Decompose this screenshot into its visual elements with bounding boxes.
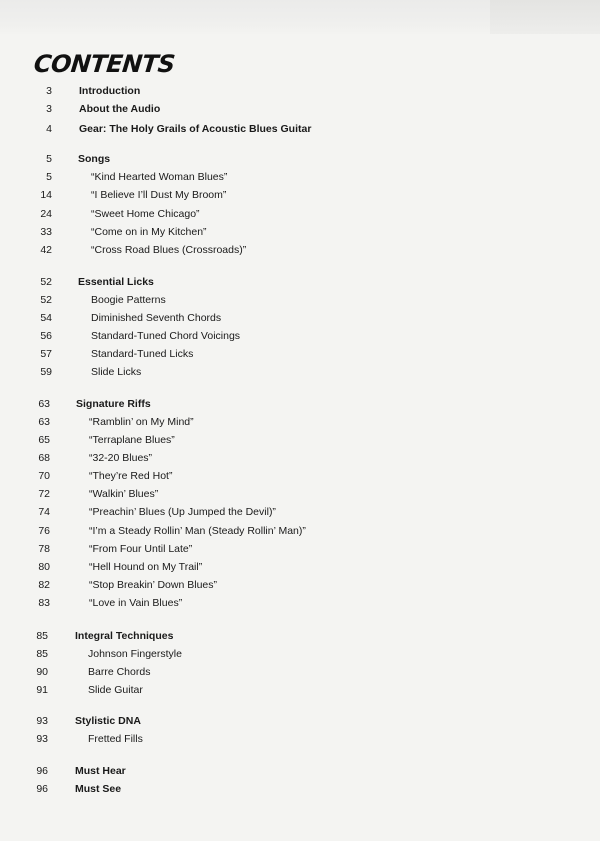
bleed-through-shade [490,0,600,34]
toc-subentry: Slide Guitar [88,684,143,696]
toc-entry [0,540,560,558]
toc-page-number: 4 [46,123,52,135]
toc-subentry: Boogie Patterns [91,294,166,306]
toc-entry [0,291,560,309]
toc-entry [0,345,560,363]
toc-section-heading: Stylistic DNA [75,715,141,727]
toc-subentry: “Love in Vain Blues” [89,597,183,609]
toc-subentry: Standard-Tuned Chord Voicings [91,330,241,342]
toc-page-number: 85 [36,648,48,660]
toc-entry [0,663,560,681]
toc-entry [0,730,560,748]
toc-entry [0,205,560,223]
toc-subentry: “From Four Until Late” [89,543,193,555]
toc-entry [0,168,560,186]
toc-page-number: 70 [38,470,50,482]
toc-entry [0,309,560,327]
toc-entry [0,780,560,798]
toc-entry [0,120,560,138]
toc-subentry: Slide Licks [91,366,142,378]
scan-top-strip [0,0,600,36]
toc-page-number: 63 [38,398,50,410]
toc-page-number: 24 [40,208,52,220]
toc-page-number: 3 [46,103,52,115]
toc-page-number: 42 [40,244,52,256]
toc-page-number: 85 [36,630,48,642]
toc-page-number: 3 [46,85,52,97]
toc-entry [0,186,560,204]
toc-subentry: “Sweet Home Chicago” [91,208,200,220]
toc-entry [0,467,560,485]
toc-entry [0,681,560,699]
page-title: CONTENTS [32,50,177,78]
toc-entry [0,712,560,730]
toc-page-number: 96 [36,783,48,795]
toc-section-heading: Must Hear [75,765,126,777]
toc-entry [0,576,560,594]
toc-entry [0,241,560,259]
toc-page-number: 63 [38,416,50,428]
toc-subentry: Standard-Tuned Licks [91,348,194,360]
toc-section-heading: Signature Riffs [76,398,151,410]
toc-entry [0,594,560,612]
toc-page-number: 52 [40,276,52,288]
toc-subentry: “They’re Red Hot” [89,470,173,482]
toc-subentry: Diminished Seventh Chords [91,312,222,324]
toc-entry [0,449,560,467]
toc-subentry: Fretted Fills [88,733,143,745]
toc-page-number: 57 [40,348,52,360]
toc-section-heading: Songs [78,153,111,165]
toc-subentry: Johnson Fingerstyle [88,648,182,660]
toc-subentry: “Cross Road Blues (Crossroads)” [91,244,247,256]
toc-page-number: 5 [46,171,52,183]
toc-page-number: 91 [36,684,48,696]
toc-section-heading: Must See [75,783,122,795]
toc-subentry: “Walkin’ Blues” [89,488,159,500]
toc-page-number: 93 [36,715,48,727]
toc-page-number: 96 [36,765,48,777]
toc-subentry: “I Believe I’ll Dust My Broom” [91,189,227,201]
toc-section-heading: Gear: The Holy Grails of Acoustic Blues Guitar [79,123,312,135]
toc-page-number: 78 [38,543,50,555]
toc-subentry: “Come on in My Kitchen” [91,226,207,238]
toc-section-heading: About the Audio [79,103,161,115]
toc-section-heading: Essential Licks [78,276,154,288]
toc-entry [0,82,560,100]
toc-section-heading: Introduction [79,85,141,97]
toc-page-number: 65 [38,434,50,446]
toc-page-number: 33 [40,226,52,238]
toc-entry [0,485,560,503]
toc-section-heading: Integral Techniques [75,630,174,642]
toc-entry [0,223,560,241]
toc-subentry: Barre Chords [88,666,151,678]
toc-page-number: 90 [36,666,48,678]
toc-page-number: 83 [38,597,50,609]
toc-entry [0,558,560,576]
toc-subentry: “Terraplane Blues” [89,434,175,446]
toc-subentry: “I’m a Steady Rollin’ Man (Steady Rollin’ Man)” [89,525,306,537]
toc-entry [0,503,560,521]
toc-page-number: 54 [40,312,52,324]
toc-entry [0,762,560,780]
toc-entry [0,522,560,540]
toc-subentry: “Preachin’ Blues (Up Jumped the Devil)” [89,506,276,518]
toc-page-number: 59 [40,366,52,378]
toc-entry [0,363,560,381]
toc-entry [0,627,560,645]
toc-entry [0,645,560,663]
toc-subentry: “Hell Hound on My Trail” [89,561,203,573]
toc-page-number: 72 [38,488,50,500]
toc-subentry: “Ramblin’ on My Mind” [89,416,194,428]
toc-entry [0,413,560,431]
toc-page-number: 93 [36,733,48,745]
toc-subentry: “32-20 Blues” [89,452,153,464]
toc-entry [0,327,560,345]
toc-page-number: 5 [46,153,52,165]
toc-entry [0,150,560,168]
toc-page-number: 14 [40,189,52,201]
toc-page-number: 52 [40,294,52,306]
toc-page-number: 56 [40,330,52,342]
toc-page-number: 82 [38,579,50,591]
toc-page-number: 68 [38,452,50,464]
toc-subentry: “Kind Hearted Woman Blues” [91,171,228,183]
toc-subentry: “Stop Breakin’ Down Blues” [89,579,217,591]
toc-entry [0,273,560,291]
toc-entry [0,100,560,118]
toc-page-number: 76 [38,525,50,537]
toc-entry [0,395,560,413]
toc-entry [0,431,560,449]
toc-page-number: 80 [38,561,50,573]
toc-page-number: 74 [38,506,50,518]
